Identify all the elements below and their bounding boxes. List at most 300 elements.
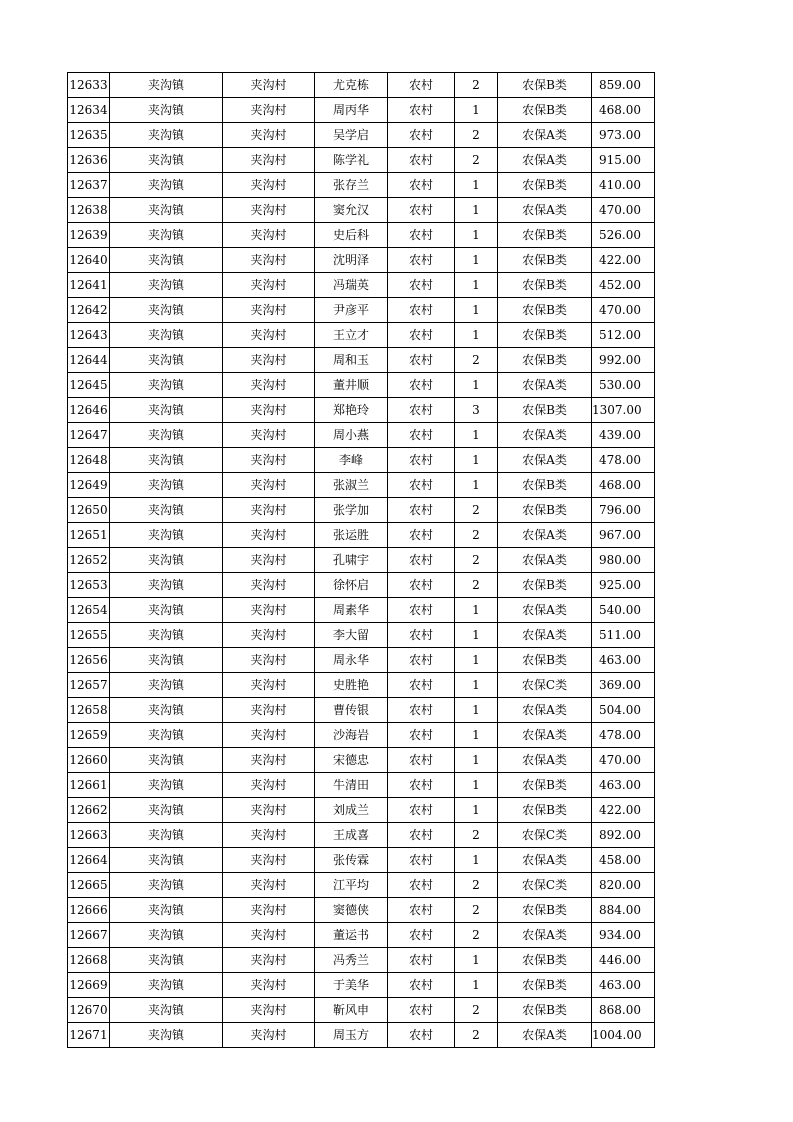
cell-village: 夹沟村 bbox=[223, 623, 315, 648]
cell-area: 农村 bbox=[388, 148, 455, 173]
cell-area: 农村 bbox=[388, 948, 455, 973]
cell-name: 张学加 bbox=[315, 498, 388, 523]
table-row bbox=[68, 148, 655, 173]
cell-category: 农保B类 bbox=[498, 773, 592, 798]
cell-area: 农村 bbox=[388, 1023, 455, 1048]
cell-amount: 512.00 bbox=[592, 323, 655, 348]
cell-count: 2 bbox=[455, 998, 498, 1023]
cell-amount: 796.00 bbox=[592, 498, 655, 523]
cell-count: 2 bbox=[455, 573, 498, 598]
cell-id: 12642 bbox=[68, 298, 110, 323]
cell-name: 张淑兰 bbox=[315, 473, 388, 498]
cell-category: 农保B类 bbox=[498, 648, 592, 673]
cell-count: 1 bbox=[455, 198, 498, 223]
cell-id: 12648 bbox=[68, 448, 110, 473]
cell-amount: 504.00 bbox=[592, 698, 655, 723]
cell-count: 1 bbox=[455, 848, 498, 873]
cell-amount: 915.00 bbox=[592, 148, 655, 173]
cell-amount: 934.00 bbox=[592, 923, 655, 948]
cell-name: 刘成兰 bbox=[315, 798, 388, 823]
cell-area: 农村 bbox=[388, 223, 455, 248]
cell-name: 王立才 bbox=[315, 323, 388, 348]
cell-town: 夹沟镇 bbox=[110, 398, 223, 423]
table-row bbox=[68, 673, 655, 698]
cell-town: 夹沟镇 bbox=[110, 973, 223, 998]
table-row bbox=[68, 348, 655, 373]
cell-amount: 530.00 bbox=[592, 373, 655, 398]
cell-id: 12645 bbox=[68, 373, 110, 398]
table-row bbox=[68, 998, 655, 1023]
cell-amount: 369.00 bbox=[592, 673, 655, 698]
table-row bbox=[68, 848, 655, 873]
cell-area: 农村 bbox=[388, 748, 455, 773]
cell-count: 1 bbox=[455, 673, 498, 698]
table-row bbox=[68, 198, 655, 223]
cell-town: 夹沟镇 bbox=[110, 523, 223, 548]
cell-amount: 458.00 bbox=[592, 848, 655, 873]
cell-area: 农村 bbox=[388, 248, 455, 273]
cell-town: 夹沟镇 bbox=[110, 498, 223, 523]
cell-area: 农村 bbox=[388, 448, 455, 473]
cell-town: 夹沟镇 bbox=[110, 698, 223, 723]
cell-id: 12636 bbox=[68, 148, 110, 173]
cell-village: 夹沟村 bbox=[223, 523, 315, 548]
cell-village: 夹沟村 bbox=[223, 348, 315, 373]
cell-village: 夹沟村 bbox=[223, 323, 315, 348]
cell-town: 夹沟镇 bbox=[110, 998, 223, 1023]
cell-count: 1 bbox=[455, 973, 498, 998]
cell-count: 2 bbox=[455, 823, 498, 848]
table-row bbox=[68, 98, 655, 123]
cell-count: 1 bbox=[455, 423, 498, 448]
table-row bbox=[68, 823, 655, 848]
cell-name: 陈学礼 bbox=[315, 148, 388, 173]
cell-town: 夹沟镇 bbox=[110, 123, 223, 148]
cell-town: 夹沟镇 bbox=[110, 423, 223, 448]
cell-category: 农保A类 bbox=[498, 598, 592, 623]
cell-village: 夹沟村 bbox=[223, 973, 315, 998]
cell-amount: 973.00 bbox=[592, 123, 655, 148]
cell-amount: 1004.00 bbox=[592, 1023, 655, 1048]
cell-town: 夹沟镇 bbox=[110, 473, 223, 498]
cell-town: 夹沟镇 bbox=[110, 573, 223, 598]
cell-town: 夹沟镇 bbox=[110, 723, 223, 748]
cell-count: 1 bbox=[455, 173, 498, 198]
cell-area: 农村 bbox=[388, 898, 455, 923]
cell-category: 农保B类 bbox=[498, 498, 592, 523]
cell-amount: 992.00 bbox=[592, 348, 655, 373]
cell-category: 农保B类 bbox=[498, 898, 592, 923]
cell-amount: 859.00 bbox=[592, 73, 655, 98]
table-row bbox=[68, 948, 655, 973]
cell-id: 12657 bbox=[68, 673, 110, 698]
cell-count: 1 bbox=[455, 473, 498, 498]
cell-category: 农保A类 bbox=[498, 123, 592, 148]
cell-amount: 511.00 bbox=[592, 623, 655, 648]
table-row bbox=[68, 898, 655, 923]
cell-area: 农村 bbox=[388, 523, 455, 548]
cell-town: 夹沟镇 bbox=[110, 673, 223, 698]
cell-category: 农保A类 bbox=[498, 848, 592, 873]
cell-village: 夹沟村 bbox=[223, 673, 315, 698]
table-row bbox=[68, 398, 655, 423]
cell-area: 农村 bbox=[388, 498, 455, 523]
cell-village: 夹沟村 bbox=[223, 373, 315, 398]
cell-village: 夹沟村 bbox=[223, 748, 315, 773]
cell-area: 农村 bbox=[388, 123, 455, 148]
cell-name: 尹彦平 bbox=[315, 298, 388, 323]
cell-area: 农村 bbox=[388, 398, 455, 423]
cell-count: 2 bbox=[455, 523, 498, 548]
cell-village: 夹沟村 bbox=[223, 98, 315, 123]
cell-amount: 470.00 bbox=[592, 298, 655, 323]
cell-village: 夹沟村 bbox=[223, 848, 315, 873]
cell-name: 牛清田 bbox=[315, 773, 388, 798]
cell-id: 12668 bbox=[68, 948, 110, 973]
cell-category: 农保C类 bbox=[498, 673, 592, 698]
cell-village: 夹沟村 bbox=[223, 898, 315, 923]
cell-area: 农村 bbox=[388, 773, 455, 798]
table-row bbox=[68, 623, 655, 648]
cell-village: 夹沟村 bbox=[223, 823, 315, 848]
table-row bbox=[68, 1023, 655, 1048]
cell-id: 12637 bbox=[68, 173, 110, 198]
cell-category: 农保A类 bbox=[498, 148, 592, 173]
cell-town: 夹沟镇 bbox=[110, 623, 223, 648]
cell-amount: 470.00 bbox=[592, 198, 655, 223]
cell-village: 夹沟村 bbox=[223, 873, 315, 898]
cell-name: 李大留 bbox=[315, 623, 388, 648]
table-row bbox=[68, 473, 655, 498]
cell-name: 曹传银 bbox=[315, 698, 388, 723]
cell-id: 12635 bbox=[68, 123, 110, 148]
table-row bbox=[68, 573, 655, 598]
cell-name: 冯秀兰 bbox=[315, 948, 388, 973]
cell-name: 窦允汉 bbox=[315, 198, 388, 223]
cell-area: 农村 bbox=[388, 323, 455, 348]
cell-count: 1 bbox=[455, 273, 498, 298]
cell-town: 夹沟镇 bbox=[110, 648, 223, 673]
cell-town: 夹沟镇 bbox=[110, 223, 223, 248]
cell-area: 农村 bbox=[388, 623, 455, 648]
cell-area: 农村 bbox=[388, 273, 455, 298]
cell-town: 夹沟镇 bbox=[110, 923, 223, 948]
cell-area: 农村 bbox=[388, 98, 455, 123]
cell-amount: 422.00 bbox=[592, 248, 655, 273]
cell-count: 1 bbox=[455, 948, 498, 973]
cell-category: 农保B类 bbox=[498, 298, 592, 323]
cell-id: 12664 bbox=[68, 848, 110, 873]
cell-id: 12647 bbox=[68, 423, 110, 448]
cell-village: 夹沟村 bbox=[223, 273, 315, 298]
cell-category: 农保A类 bbox=[498, 698, 592, 723]
cell-id: 12649 bbox=[68, 473, 110, 498]
cell-area: 农村 bbox=[388, 473, 455, 498]
table-row bbox=[68, 798, 655, 823]
cell-amount: 868.00 bbox=[592, 998, 655, 1023]
table-row bbox=[68, 298, 655, 323]
cell-name: 张传霖 bbox=[315, 848, 388, 873]
cell-village: 夹沟村 bbox=[223, 248, 315, 273]
cell-count: 1 bbox=[455, 723, 498, 748]
cell-id: 12653 bbox=[68, 573, 110, 598]
cell-town: 夹沟镇 bbox=[110, 348, 223, 373]
cell-village: 夹沟村 bbox=[223, 448, 315, 473]
cell-count: 2 bbox=[455, 73, 498, 98]
table-row bbox=[68, 648, 655, 673]
cell-count: 2 bbox=[455, 873, 498, 898]
cell-count: 1 bbox=[455, 248, 498, 273]
cell-village: 夹沟村 bbox=[223, 148, 315, 173]
cell-town: 夹沟镇 bbox=[110, 73, 223, 98]
cell-amount: 478.00 bbox=[592, 448, 655, 473]
cell-area: 农村 bbox=[388, 923, 455, 948]
cell-count: 2 bbox=[455, 898, 498, 923]
cell-count: 1 bbox=[455, 223, 498, 248]
table-row bbox=[68, 523, 655, 548]
cell-count: 1 bbox=[455, 98, 498, 123]
cell-town: 夹沟镇 bbox=[110, 373, 223, 398]
cell-town: 夹沟镇 bbox=[110, 148, 223, 173]
cell-count: 2 bbox=[455, 498, 498, 523]
cell-name: 史后科 bbox=[315, 223, 388, 248]
cell-amount: 439.00 bbox=[592, 423, 655, 448]
table-row bbox=[68, 548, 655, 573]
table-row bbox=[68, 248, 655, 273]
cell-name: 冯瑞英 bbox=[315, 273, 388, 298]
cell-town: 夹沟镇 bbox=[110, 773, 223, 798]
cell-id: 12671 bbox=[68, 1023, 110, 1048]
cell-name: 周玉方 bbox=[315, 1023, 388, 1048]
cell-village: 夹沟村 bbox=[223, 573, 315, 598]
cell-amount: 410.00 bbox=[592, 173, 655, 198]
cell-name: 周素华 bbox=[315, 598, 388, 623]
table-row bbox=[68, 498, 655, 523]
cell-count: 1 bbox=[455, 698, 498, 723]
cell-area: 农村 bbox=[388, 848, 455, 873]
cell-area: 农村 bbox=[388, 298, 455, 323]
cell-count: 1 bbox=[455, 648, 498, 673]
table-body bbox=[68, 73, 655, 1048]
table-row bbox=[68, 448, 655, 473]
cell-id: 12669 bbox=[68, 973, 110, 998]
cell-name: 郑艳玲 bbox=[315, 398, 388, 423]
cell-village: 夹沟村 bbox=[223, 648, 315, 673]
cell-name: 靳风申 bbox=[315, 998, 388, 1023]
cell-id: 12660 bbox=[68, 748, 110, 773]
cell-count: 2 bbox=[455, 1023, 498, 1048]
cell-village: 夹沟村 bbox=[223, 773, 315, 798]
cell-town: 夹沟镇 bbox=[110, 598, 223, 623]
cell-village: 夹沟村 bbox=[223, 198, 315, 223]
cell-count: 1 bbox=[455, 773, 498, 798]
cell-count: 2 bbox=[455, 123, 498, 148]
cell-name: 董运书 bbox=[315, 923, 388, 948]
cell-village: 夹沟村 bbox=[223, 73, 315, 98]
cell-id: 12654 bbox=[68, 598, 110, 623]
cell-amount: 478.00 bbox=[592, 723, 655, 748]
cell-id: 12659 bbox=[68, 723, 110, 748]
cell-name: 张存兰 bbox=[315, 173, 388, 198]
cell-name: 沙海岩 bbox=[315, 723, 388, 748]
table-row bbox=[68, 73, 655, 98]
cell-village: 夹沟村 bbox=[223, 798, 315, 823]
cell-area: 农村 bbox=[388, 598, 455, 623]
cell-name: 张运胜 bbox=[315, 523, 388, 548]
cell-id: 12650 bbox=[68, 498, 110, 523]
cell-town: 夹沟镇 bbox=[110, 198, 223, 223]
cell-area: 农村 bbox=[388, 723, 455, 748]
cell-name: 宋德忠 bbox=[315, 748, 388, 773]
cell-town: 夹沟镇 bbox=[110, 873, 223, 898]
cell-category: 农保A类 bbox=[498, 623, 592, 648]
cell-id: 12644 bbox=[68, 348, 110, 373]
table-row bbox=[68, 698, 655, 723]
cell-town: 夹沟镇 bbox=[110, 823, 223, 848]
table-row bbox=[68, 598, 655, 623]
cell-name: 沈明泽 bbox=[315, 248, 388, 273]
cell-village: 夹沟村 bbox=[223, 948, 315, 973]
cell-category: 农保A类 bbox=[498, 723, 592, 748]
cell-category: 农保C类 bbox=[498, 823, 592, 848]
cell-village: 夹沟村 bbox=[223, 123, 315, 148]
cell-town: 夹沟镇 bbox=[110, 1023, 223, 1048]
data-table bbox=[67, 72, 655, 1048]
cell-name: 周永华 bbox=[315, 648, 388, 673]
cell-amount: 463.00 bbox=[592, 973, 655, 998]
cell-area: 农村 bbox=[388, 823, 455, 848]
cell-count: 1 bbox=[455, 298, 498, 323]
cell-town: 夹沟镇 bbox=[110, 898, 223, 923]
cell-name: 窦德侠 bbox=[315, 898, 388, 923]
cell-id: 12651 bbox=[68, 523, 110, 548]
cell-id: 12662 bbox=[68, 798, 110, 823]
cell-id: 12643 bbox=[68, 323, 110, 348]
cell-category: 农保A类 bbox=[498, 1023, 592, 1048]
cell-amount: 468.00 bbox=[592, 473, 655, 498]
cell-id: 12638 bbox=[68, 198, 110, 223]
cell-village: 夹沟村 bbox=[223, 1023, 315, 1048]
cell-category: 农保C类 bbox=[498, 873, 592, 898]
cell-category: 农保B类 bbox=[498, 798, 592, 823]
cell-id: 12639 bbox=[68, 223, 110, 248]
cell-amount: 820.00 bbox=[592, 873, 655, 898]
cell-category: 农保B类 bbox=[498, 323, 592, 348]
cell-count: 2 bbox=[455, 548, 498, 573]
cell-category: 农保B类 bbox=[498, 973, 592, 998]
cell-village: 夹沟村 bbox=[223, 173, 315, 198]
cell-category: 农保B类 bbox=[498, 273, 592, 298]
cell-amount: 422.00 bbox=[592, 798, 655, 823]
cell-category: 农保A类 bbox=[498, 373, 592, 398]
cell-category: 农保B类 bbox=[498, 248, 592, 273]
cell-name: 史胜艳 bbox=[315, 673, 388, 698]
cell-count: 3 bbox=[455, 398, 498, 423]
cell-village: 夹沟村 bbox=[223, 498, 315, 523]
cell-category: 农保A类 bbox=[498, 923, 592, 948]
cell-area: 农村 bbox=[388, 973, 455, 998]
cell-town: 夹沟镇 bbox=[110, 748, 223, 773]
cell-category: 农保B类 bbox=[498, 98, 592, 123]
cell-name: 尤克栋 bbox=[315, 73, 388, 98]
cell-town: 夹沟镇 bbox=[110, 98, 223, 123]
cell-id: 12640 bbox=[68, 248, 110, 273]
cell-village: 夹沟村 bbox=[223, 998, 315, 1023]
cell-count: 1 bbox=[455, 598, 498, 623]
table-row bbox=[68, 173, 655, 198]
cell-amount: 967.00 bbox=[592, 523, 655, 548]
cell-id: 12633 bbox=[68, 73, 110, 98]
cell-category: 农保B类 bbox=[498, 573, 592, 598]
cell-area: 农村 bbox=[388, 673, 455, 698]
cell-town: 夹沟镇 bbox=[110, 248, 223, 273]
cell-count: 1 bbox=[455, 798, 498, 823]
cell-name: 李峰 bbox=[315, 448, 388, 473]
table-row bbox=[68, 748, 655, 773]
table-row bbox=[68, 723, 655, 748]
cell-id: 12634 bbox=[68, 98, 110, 123]
cell-name: 孔啸宇 bbox=[315, 548, 388, 573]
table-row bbox=[68, 423, 655, 448]
cell-category: 农保A类 bbox=[498, 448, 592, 473]
cell-count: 1 bbox=[455, 623, 498, 648]
cell-id: 12665 bbox=[68, 873, 110, 898]
cell-category: 农保B类 bbox=[498, 173, 592, 198]
cell-amount: 925.00 bbox=[592, 573, 655, 598]
cell-id: 12667 bbox=[68, 923, 110, 948]
cell-id: 12663 bbox=[68, 823, 110, 848]
cell-id: 12641 bbox=[68, 273, 110, 298]
cell-category: 农保B类 bbox=[498, 948, 592, 973]
cell-village: 夹沟村 bbox=[223, 923, 315, 948]
cell-amount: 892.00 bbox=[592, 823, 655, 848]
cell-id: 12670 bbox=[68, 998, 110, 1023]
cell-town: 夹沟镇 bbox=[110, 323, 223, 348]
cell-area: 农村 bbox=[388, 423, 455, 448]
table-row bbox=[68, 923, 655, 948]
cell-town: 夹沟镇 bbox=[110, 448, 223, 473]
cell-amount: 468.00 bbox=[592, 98, 655, 123]
cell-village: 夹沟村 bbox=[223, 423, 315, 448]
cell-category: 农保B类 bbox=[498, 398, 592, 423]
cell-category: 农保A类 bbox=[498, 423, 592, 448]
cell-amount: 470.00 bbox=[592, 748, 655, 773]
cell-category: 农保B类 bbox=[498, 348, 592, 373]
cell-town: 夹沟镇 bbox=[110, 848, 223, 873]
cell-village: 夹沟村 bbox=[223, 548, 315, 573]
cell-area: 农村 bbox=[388, 173, 455, 198]
cell-count: 2 bbox=[455, 923, 498, 948]
cell-category: 农保B类 bbox=[498, 998, 592, 1023]
cell-count: 1 bbox=[455, 748, 498, 773]
cell-village: 夹沟村 bbox=[223, 473, 315, 498]
cell-amount: 884.00 bbox=[592, 898, 655, 923]
table-row bbox=[68, 273, 655, 298]
cell-area: 农村 bbox=[388, 698, 455, 723]
cell-count: 1 bbox=[455, 448, 498, 473]
cell-name: 江平均 bbox=[315, 873, 388, 898]
cell-town: 夹沟镇 bbox=[110, 798, 223, 823]
cell-amount: 463.00 bbox=[592, 773, 655, 798]
cell-village: 夹沟村 bbox=[223, 598, 315, 623]
table-row bbox=[68, 323, 655, 348]
table-row bbox=[68, 973, 655, 998]
cell-amount: 1307.00 bbox=[592, 398, 655, 423]
cell-amount: 526.00 bbox=[592, 223, 655, 248]
cell-area: 农村 bbox=[388, 73, 455, 98]
cell-village: 夹沟村 bbox=[223, 223, 315, 248]
cell-id: 12655 bbox=[68, 623, 110, 648]
